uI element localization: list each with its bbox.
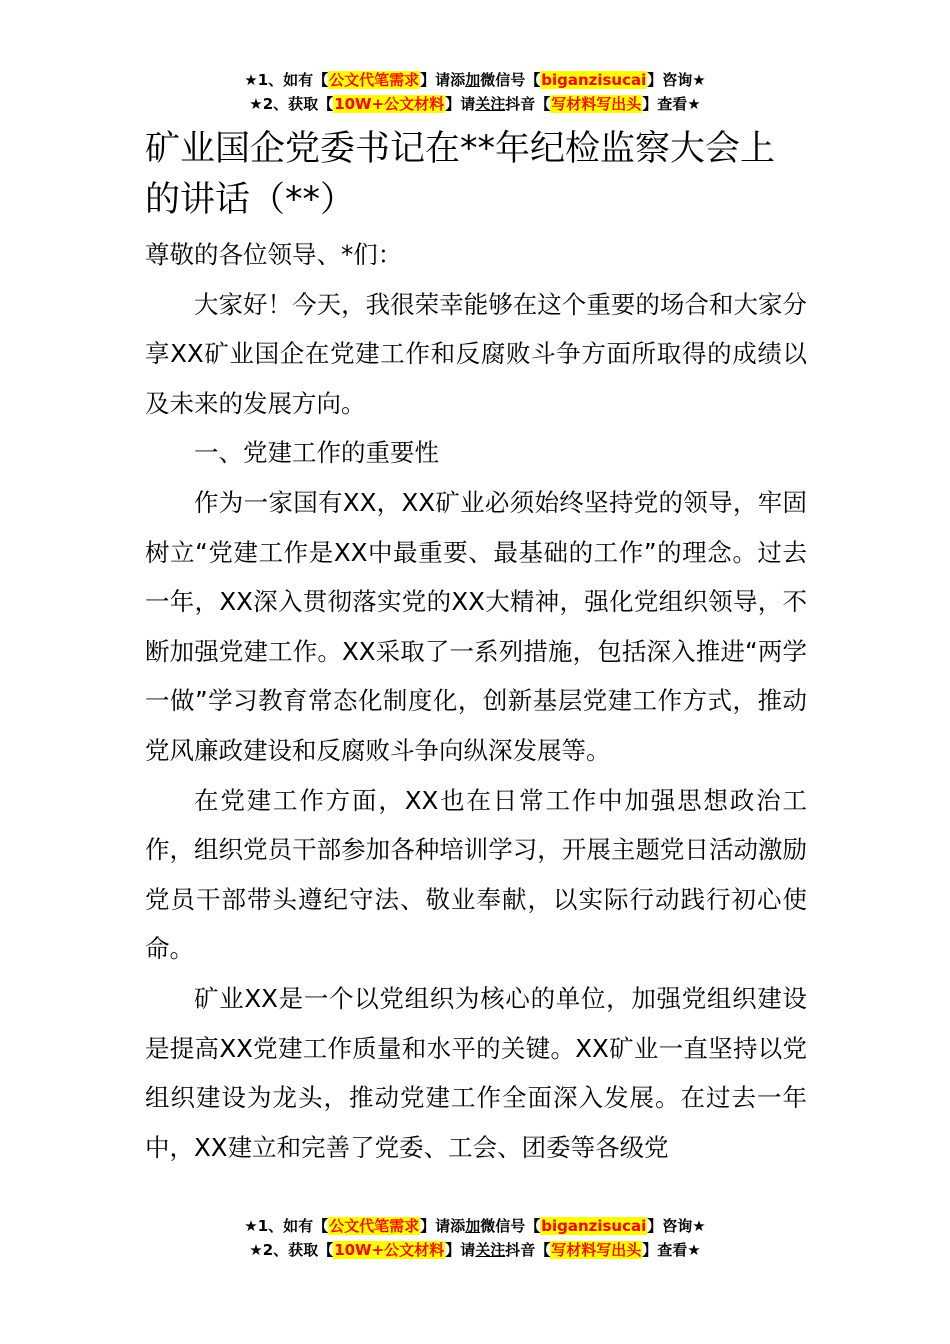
promo-line-2 xyxy=(0,1238,950,1262)
promo-text: ★2、获取【 xyxy=(249,95,334,113)
promo-text: 微信号【 xyxy=(480,71,541,89)
promo-text: 】查看★ xyxy=(642,1241,701,1259)
promo-line-1 xyxy=(0,68,950,92)
paragraph: 矿业XX是一个以党组织为核心的单位，加强党组织建设是提高XX党建工作质量和水平的关键。XX矿业一直坚持以党组织建设为龙头，推动党建工作全面深入发展。在过去一年中，XX建立和完善了党委、工会、团委等各级党 xyxy=(145,983,807,1162)
promo-text-underlined: 加 xyxy=(465,1217,481,1235)
document-title: 矿业国企党委书记在**年纪检监察大会上的讲话（**） xyxy=(145,129,776,220)
promo-text: 微信号【 xyxy=(480,1217,541,1235)
promo-text: 】咨询★ xyxy=(647,71,706,89)
promo-line-1 xyxy=(0,1214,950,1238)
promo-highlight-douyin: 写材料写出头 xyxy=(551,1241,642,1259)
section-heading: 一、党建工作的重要性 xyxy=(194,438,439,468)
header-promo-banner xyxy=(0,68,950,116)
footer-promo-banner xyxy=(0,1214,950,1262)
promo-text-underlined: 关注 xyxy=(475,1241,506,1259)
promo-text: ★1、如有【 xyxy=(244,1217,329,1235)
promo-text: 】请 xyxy=(445,1241,476,1259)
promo-text-underlined: 关注 xyxy=(475,95,506,113)
paragraph: 作为一家国有XX，XX矿业必须始终坚持党的领导，牢固树立“党建工作是XX中最重要、最基础的工作”的理念。过去一年，XX深入贯彻落实党的XX大精神，强化党组织领导，不断加强党建工作。XX采取了一系列措施，包括深入推进“两学一做”学习教育常态化制度化，创新基层党建工作方式，推动党风廉政建设和反腐败斗争向纵深发展等。 xyxy=(145,487,807,765)
promo-highlight-materials: 10W+公文材料 xyxy=(334,1241,445,1259)
promo-text: 】查看★ xyxy=(642,95,701,113)
promo-text-underlined: 加 xyxy=(465,71,481,89)
promo-highlight-service: 公文代笔需求 xyxy=(329,71,420,89)
promo-highlight-materials: 10W+公文材料 xyxy=(334,95,445,113)
paragraph-greeting: 大家好！今天，我很荣幸能够在这个重要的场合和大家分享XX矿业国企在党建工作和反腐败斗争方面所取得的成绩以及未来的发展方向。 xyxy=(145,289,807,418)
promo-highlight-wechat-id: biganzisucai xyxy=(541,71,647,89)
promo-highlight-service: 公文代笔需求 xyxy=(329,1217,420,1235)
salutation: 尊敬的各位领导、*们： xyxy=(145,240,403,269)
promo-text: 】请添 xyxy=(420,1217,466,1235)
promo-text: ★1、如有【 xyxy=(244,71,329,89)
promo-text: 】请添 xyxy=(420,71,466,89)
promo-line-2 xyxy=(0,92,950,116)
paragraph: 在党建工作方面，XX也在日常工作中加强思想政治工作，组织党员干部参加各种培训学习，开展主题党日活动激励党员干部带头遵纪守法、敬业奉献，以实际行动践行初心使命。 xyxy=(145,785,807,964)
promo-text: 抖音【 xyxy=(505,95,551,113)
promo-text: 】请 xyxy=(445,95,476,113)
promo-text: 抖音【 xyxy=(505,1241,551,1259)
promo-text: 】咨询★ xyxy=(647,1217,706,1235)
promo-text: ★2、获取【 xyxy=(249,1241,334,1259)
document-body xyxy=(145,230,807,1172)
promo-highlight-wechat-id: biganzisucai xyxy=(541,1217,647,1235)
promo-highlight-douyin: 写材料写出头 xyxy=(551,95,642,113)
